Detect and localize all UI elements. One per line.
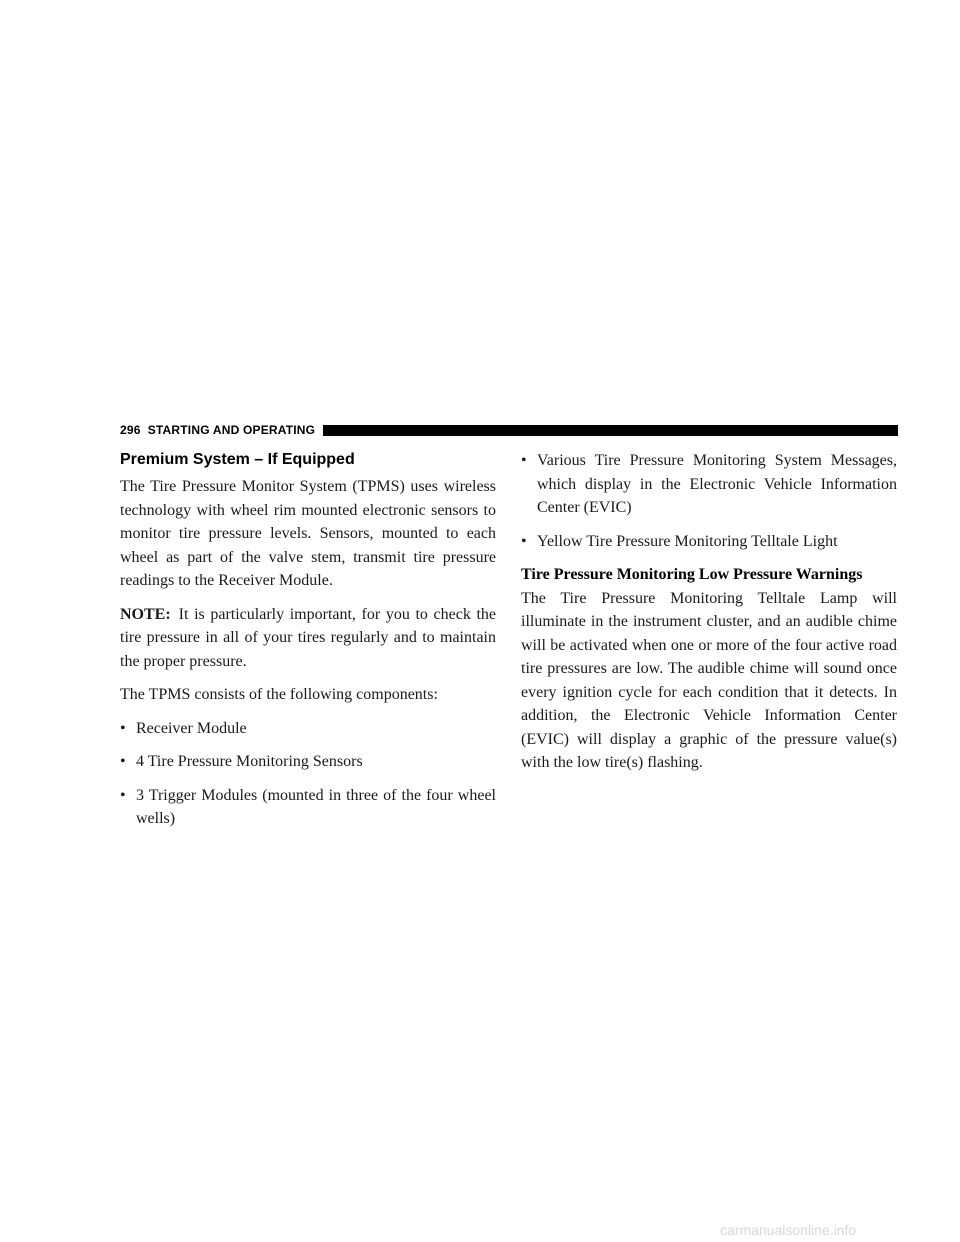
list-item — [120, 784, 496, 831]
list-item — [120, 750, 496, 774]
section-name: STARTING AND OPERATING — [147, 423, 316, 437]
list-item-text: 4 Tire Pressure Monitoring Sensors — [136, 753, 363, 770]
list-item-text: Various Tire Pressure Monitoring System Messages, which display in the Electronic Vehicle Information Center (EVIC) — [537, 452, 897, 516]
list-item — [521, 530, 897, 554]
list-item — [120, 717, 496, 741]
list-item — [521, 449, 897, 520]
page-header-label — [120, 423, 315, 437]
bullet-icon: • — [521, 532, 527, 550]
note-paragraph — [120, 603, 496, 674]
page-header — [120, 420, 898, 440]
page-number: 296 — [120, 423, 141, 437]
section-title: Premium System – If Equipped — [120, 451, 355, 468]
list-item-text: 3 Trigger Modules (mounted in three of the four wheel wells) — [136, 786, 496, 827]
subsection-title: Tire Pressure Monitoring Low Pressure Warnings — [521, 566, 863, 583]
note-text: It is particularly important, for you to check the tire pressure in all of your tires regularly and to maintain the proper pressure. — [120, 605, 496, 670]
list-item-text: Receiver Module — [136, 719, 247, 737]
right-column — [521, 449, 897, 785]
bullet-icon: • — [120, 753, 126, 770]
components-list-continued — [521, 449, 897, 553]
warning-paragraph: The Tire Pressure Monitoring Telltale Lamp will illuminate in the instrument cluster, and an audible chime will be activated when one or more of the four active road tire pressures are low. The audible chime will sound once every ignition cycle for each condition that it detects. In addition, the Electronic Vehicle Information Center (EVIC) will display a graphic of the pressure value(s) with the low tire(s) flashing. — [521, 589, 897, 771]
note-label: NOTE: — [120, 605, 171, 623]
intro-paragraph: The Tire Pressure Monitor System (TPMS) uses wireless technology with wheel rim mounted electronic sensors to monitor tire pressure levels. Sensors, mounted to each wheel as part of the valve stem, transmit tire pressure readings to the Receiver Module. — [120, 478, 496, 589]
list-item-text: Yellow Tire Pressure Monitoring Telltale Light — [537, 532, 838, 550]
bullet-icon: • — [120, 786, 126, 804]
watermark-text: carmanualsonline.info — [720, 1222, 857, 1238]
components-list — [120, 717, 496, 831]
left-column — [120, 449, 496, 841]
bullet-icon: • — [521, 452, 527, 469]
bullet-icon: • — [120, 719, 126, 737]
header-rule — [323, 425, 898, 436]
components-lead: The TPMS consists of the following components: — [120, 686, 438, 703]
